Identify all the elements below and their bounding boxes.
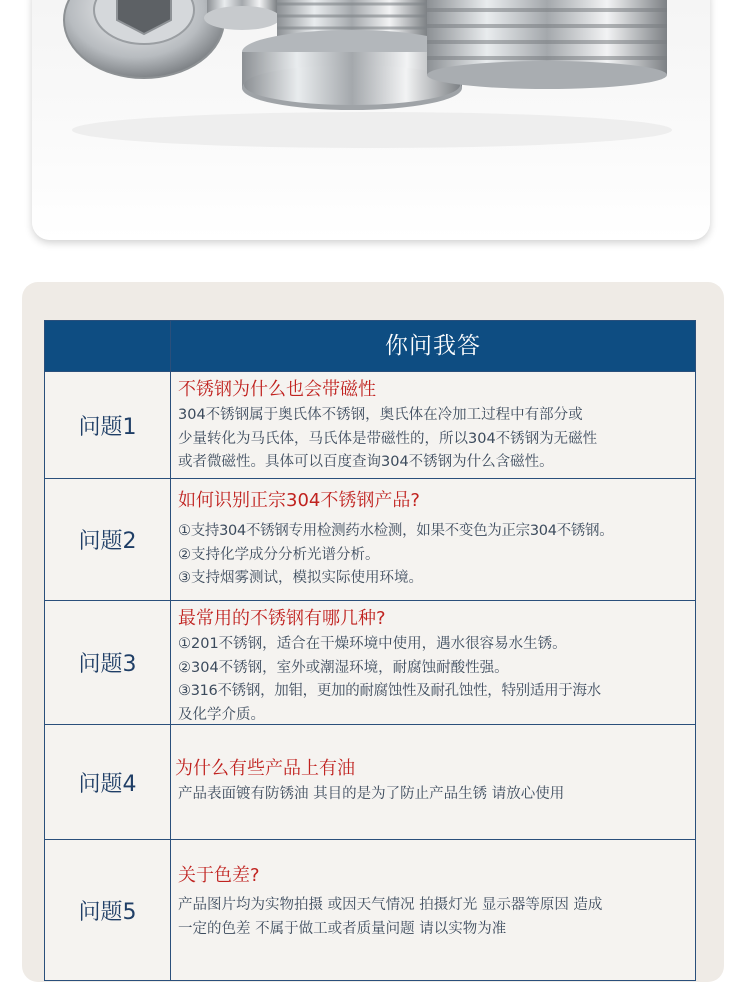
answer-line: 一定的色差 不属于做工或者质量问题 请以实物为准 [178, 920, 507, 937]
faq-row-2 [45, 479, 695, 601]
answer-line: ①支持304不锈钢专用检测药水检测，如果不变色为正宗304不锈钢。 [178, 523, 614, 539]
question-title: 最常用的不锈钢有哪几种? [178, 608, 386, 629]
faq-row-4 [45, 725, 695, 840]
answer-line: 304不锈钢属于奥氏体不锈钢，奥氏体在冷加工过程中有部分或 [178, 407, 583, 423]
question-label: 问题2 [45, 479, 171, 600]
answer-line: 及化学介质。 [178, 706, 265, 723]
question-title: 不锈钢为什么也会带磁性 [178, 379, 376, 400]
answer-line: ②支持化学成分分析光谱分析。 [178, 546, 380, 563]
answer-line: 或者微磁性。具体可以百度查询304不锈钢为什么含磁性。 [178, 454, 554, 470]
stainless-plug-product-image [32, 0, 710, 240]
question-title: 关于色差? [178, 865, 260, 886]
faq-table [44, 320, 696, 981]
question-label: 问题5 [45, 840, 171, 980]
answer-line: ①201不锈钢，适合在干燥环境中使用，遇水很容易水生锈。 [178, 636, 567, 652]
question-label: 问题4 [45, 725, 171, 839]
answer-line: 产品表面镀有防锈油 其目的是为了防止产品生锈 请放心使用 [178, 786, 565, 802]
answer-line: 产品图片均为实物拍摄 或因天气情况 拍摄灯光 显示器等原因 造成 [178, 897, 603, 913]
faq-row-1 [45, 372, 695, 479]
question-body [171, 725, 695, 839]
question-body [171, 840, 695, 980]
product-photo-card [32, 0, 710, 240]
answer-line: 少量转化为马氏体，马氏体是带磁性的，所以304不锈钢为无磁性 [178, 430, 598, 447]
question-label: 问题1 [45, 372, 171, 478]
question-body [171, 601, 695, 724]
faq-header-title: 你问我答 [385, 333, 481, 359]
answer-line: ③支持烟雾测试，模拟实际使用环境。 [178, 570, 423, 586]
question-body [171, 479, 695, 600]
faq-row-3 [45, 601, 695, 725]
faq-row-5 [45, 840, 695, 980]
answer-line: ③316不锈钢，加钼，更加的耐腐蚀性及耐孔蚀性，特别适用于海水 [178, 683, 601, 699]
question-label: 问题3 [45, 601, 171, 724]
faq-header-corner [45, 321, 171, 371]
answer-line: ②304不锈钢，室外或潮湿环境，耐腐蚀耐酸性强。 [178, 659, 509, 676]
question-title: 为什么有些产品上有油 [175, 758, 355, 779]
faq-header [45, 321, 695, 372]
question-title: 如何识别正宗304不锈钢产品? [178, 490, 420, 511]
question-body [171, 372, 695, 478]
